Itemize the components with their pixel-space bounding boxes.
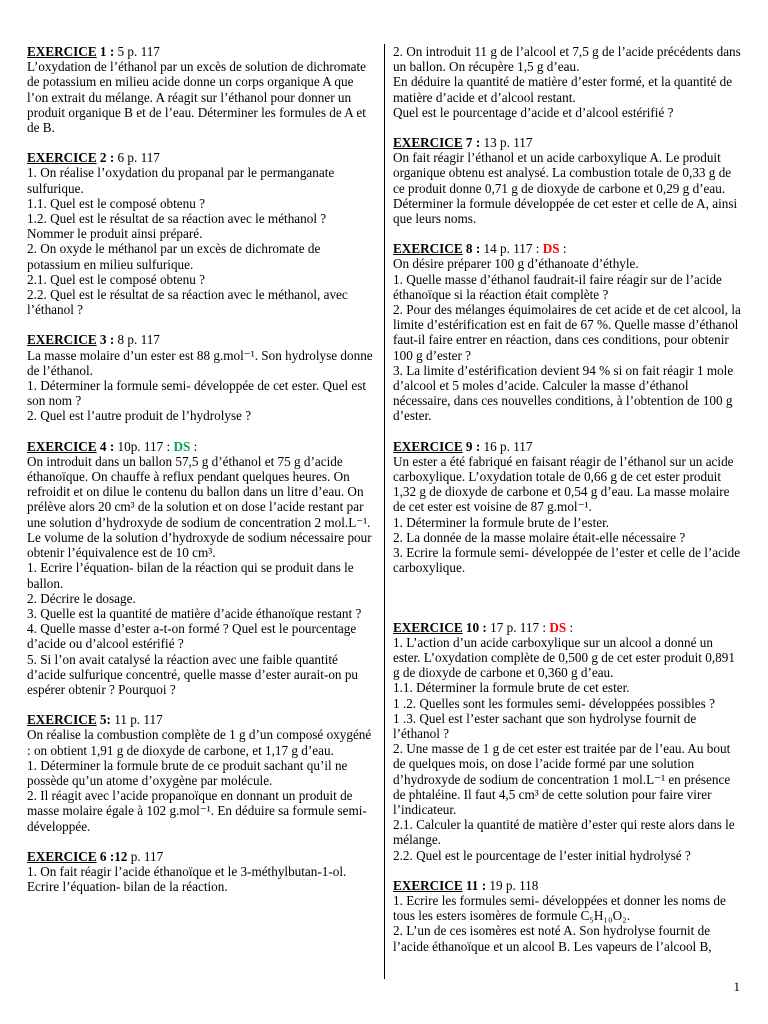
exercise-reference: 6 p. 117 [114, 150, 160, 166]
exercise-block [393, 439, 743, 576]
exercise-text: En déduire la quantité de matière d’ester formé, et la quantité de matière d’acide et d’alcool restant. [393, 74, 733, 105]
exercise-text: 2.2. Quel est le pourcentage de l’ester initial hydrolysé ? [393, 847, 691, 863]
heading-tail: : [190, 438, 198, 454]
exercise-text: 1. Déterminer la formule semi- développée de cet ester. Quel est son nom ? [27, 378, 367, 409]
exercise-label: EXERCICE [27, 438, 97, 454]
exercise-text: 1. Déterminer la formule brute de ce produit sachant qu’il ne possède qu’un atome d’oxygène par molécule. [27, 757, 348, 788]
exercise-reference: 16 p. 117 [480, 438, 533, 454]
exercise-separator: : [106, 44, 115, 59]
exercise-reference: 17 p. 117 : [486, 619, 550, 635]
exercise-separator: : [106, 150, 115, 166]
exercise-text: 5. Si l’on avait catalysé la réaction avec une faible quantité d’acide sulfurique concentré, quelle masse d’ester aurait-on pu espérer obtenir ? Pourquoi ? [27, 651, 359, 697]
exercise-number: 6 [99, 848, 107, 864]
exercise-text: On fait réagir l’éthanol et un acide carboxylique A. Le produit organique obtenu est analysé. La combustion totale de 0,33 g de ce produit donne 0,71 g de dioxyde de carbone et 0,29 g d’eau. [393, 150, 732, 196]
exercise-text: 2.1. Calculer la quantité de matière d’ester qui reste alors dans le mélange. [393, 817, 735, 848]
exercise-reference: 19 p. 118 [486, 877, 539, 893]
ds-badge: DS [542, 241, 560, 257]
exercise-text: 2. On oxyde le méthanol par un excès de dichromate de potassium en milieu sulfurique. [27, 241, 321, 272]
exercise-number: 10 [465, 619, 480, 635]
exercise-heading [27, 44, 374, 59]
exercise-text: 1. Déterminer la formule brute de l’ester. [393, 514, 610, 530]
exercise-text: On désire préparer 100 g d’éthanoate d’éthyle. [393, 256, 639, 272]
exercise-text: 2.2. Quel est le résultat de sa réaction avec le méthanol, avec l’éthanol ? [27, 287, 348, 318]
exercise-block [393, 135, 743, 226]
exercise-text: 1. On réalise l’oxydation du propanal par le permanganate sulfurique. [27, 165, 335, 196]
exercise-number: 11 [465, 877, 479, 893]
exercise-block [27, 150, 374, 317]
exercise-text: La masse molaire d’un ester est 88 g.mol⁻¹. Son hydrolyse donne de l’éthanol. [27, 347, 373, 378]
exercise-text: 3. Ecrire la formule semi- développée de l’ester et celle de l’acide carboxylique. [393, 545, 741, 576]
exercise-reference: 13 p. 117 [480, 135, 533, 151]
exercise-block [393, 878, 743, 954]
exercise-label: EXERCICE [27, 848, 97, 864]
ds-badge: DS [549, 619, 567, 635]
exercise-text: 2. Une masse de 1 g de cet ester est traitée par de l’eau. Au bout de quelques mois, on dose l’acide formé par une solution d’hydroxyde de sodium de concentration 1 mol.L⁻¹ en présence de phtaléine. Il faut 4,5 cm³ de cette solution pour faire virer l’indicateur. [393, 741, 731, 817]
exercise-block [27, 332, 374, 423]
exercise-text: 2. On introduit 11 g de l’alcool et 7,5 g de l’acide précédents dans un ballon. On récupère 1,5 g d’eau. [393, 44, 741, 75]
exercise-number: 8 [465, 241, 473, 257]
exercise-label: EXERCICE [393, 619, 463, 635]
exercise-label: EXERCICE [27, 332, 97, 348]
exercise-text: 3. La limite d’estérification devient 94 % si on fait réagir 1 mole d’alcool et 5 moles d’acide. Calculer la masse d’éthanol nécessaire, dans ces nouvelles conditions, à l’obtention de 100 g d’ester. [393, 362, 734, 424]
exercise-text: On introduit dans un ballon 57,5 g d’éthanol et 75 g d’acide éthanoïque. On chauffe à reflux pendant quelques heures. On refroidit et on dilue le contenu du ballon dans un litre d’eau. On prélève alors 20 cm³ de la solution et on dose l’acide restant par une solution d’hydroxyde de sodium de concentration 2 mol.L⁻¹. Le volume de la solution d’hydroxyde de sodium nécessaire pour obtenir l’équivalence est de 10 cm³. [27, 453, 372, 561]
exercise-text: 1. On fait réagir l’acide éthanoïque et le 3-méthylbutan-1-ol. Ecrire l’équation- bilan de la réaction. [27, 863, 347, 895]
exercise-reference: 10p. 117 : [114, 438, 174, 454]
exercise-number: 4 [99, 438, 107, 454]
exercise-separator: : [106, 712, 111, 728]
exercise-text: 1 .2. Quelles sont les formules semi- développées possibles ? [393, 695, 715, 711]
exercise-heading [393, 439, 743, 454]
exercise-heading [27, 332, 374, 347]
exercise-separator: : [106, 332, 115, 348]
exercise-number: 1 [99, 44, 107, 59]
exercise-text: 1.2. Quel est le résultat de sa réaction avec le méthanol ? Nommer le produit ainsi préparé. [27, 211, 327, 242]
exercise-text: Quel est le pourcentage d’acide et d’alcool estérifié ? [393, 104, 674, 120]
right-column [393, 44, 743, 969]
exercise-label: EXERCICE [393, 135, 463, 151]
exercise-text: 3. Quelle est la quantité de matière d’acide éthanoïque restant ? [27, 605, 362, 621]
exercise-heading [27, 150, 374, 165]
exercise-number: 5 [99, 712, 107, 728]
exercise-block [393, 241, 743, 423]
exercise-text: Un ester a été fabriqué en faisant réagir de l’éthanol sur un acide carboxylique. L’oxydation totale de 0,66 g de cet ester produit 1,32 g de dioxyde de carbone et 0,54 g d’eau. La masse molaire de cet ester est voisine de 87 g.mol⁻¹. [393, 453, 734, 515]
exercise-text: 1. Ecrire l’équation- bilan de la réaction qui se produit dans le ballon. [27, 560, 354, 591]
column-divider [384, 44, 385, 979]
exercise-number: 3 [99, 332, 107, 348]
exercise-heading [393, 135, 743, 150]
exercise-heading [393, 241, 743, 256]
exercise-text: Déterminer la formule développée de cet ester et celle de A, ainsi que leurs noms. [393, 195, 738, 227]
exercise-text: 1. Quelle masse d’éthanol faudrait-il faire réagir sur de l’acide éthanoïque si la réaction était complète ? [393, 271, 722, 302]
exercise-text: L’oxydation de l’éthanol par un excès de solution de dichromate de potassium en milieu acide donne un corps organique A que l’on extrait du mélange. A réagit sur l’éthanol pour donner un produit organique B et de l’eau. Déterminer les formules de A et de B. [27, 59, 366, 136]
ds-badge: DS [173, 438, 191, 454]
exercise-text: 2. Il réagit avec l’acide propanoïque en donnant un produit de masse molaire égale à 102 g.mol⁻¹. En déduire sa formule semi- développée. [27, 788, 367, 834]
exercise-number: 7 [465, 135, 473, 151]
exercise-separator: : [472, 135, 481, 151]
exercise-block [27, 439, 374, 697]
exercise-text: 1. Ecrire les formules semi- développées et donner les noms de tous les esters isomères de formule C₅H₁₀O₂. [393, 892, 726, 924]
exercise-number: 9 [465, 438, 473, 454]
exercise-text: 2. Quel est l’autre produit de l’hydrolyse ? [27, 408, 252, 424]
exercise-label: EXERCICE [393, 438, 463, 454]
exercise-block [393, 620, 743, 863]
heading-tail: : [566, 619, 574, 635]
exercise-label: EXERCICE [27, 150, 97, 166]
exercise-text: 2. Pour des mélanges équimolaires de cet acide et de cet alcool, la limite d’estérification est en fait de 67 %. Quelle masse d’éthanol faut-il faire entrer en réaction, dans ces conditions, pour obtenir 100 g d’ester ? [393, 302, 741, 363]
exercise-block [27, 44, 374, 135]
page-number: 1 [733, 979, 740, 994]
exercise-reference: 14 p. 117 : [480, 241, 543, 257]
exercise-reference: p. 117 [127, 848, 164, 864]
exercise-reference: 8 p. 117 [114, 332, 160, 348]
exercise-label: EXERCICE [393, 877, 463, 893]
exercise-heading [27, 849, 374, 864]
exercise-number: 2 [99, 150, 107, 166]
exercise-text: 1.1. Déterminer la formule brute de cet ester. [393, 680, 630, 696]
exercise-label: EXERCICE [27, 712, 97, 728]
exercise-text: On réalise la combustion complète de 1 g d’un composé oxygéné : on obtient 1,91 g de dioxyde de carbone, et 1,17 g d’eau. [27, 727, 372, 758]
exercise-text: 4. Quelle masse d’ester a-t-on formé ? Quel est le pourcentage d’acide ou d’alcool estérifié ? [27, 621, 357, 652]
exercise-text: 2. L’un de ces isomères est noté A. Son hydrolyse fournit de l’acide éthanoïque et un alcool B. Les vapeurs de l’alcool B, [393, 923, 712, 954]
exercise-block [393, 44, 743, 120]
exercise-text: 2.1. Quel est le composé obtenu ? [27, 271, 205, 287]
exercise-separator: : [479, 619, 487, 635]
exercise-block [27, 712, 374, 834]
exercise-reference: 5 p. 117 [114, 44, 160, 59]
exercise-heading [27, 712, 374, 727]
exercise-text: 1.1. Quel est le composé obtenu ? [27, 195, 205, 211]
exercise-label: EXERCICE [27, 44, 97, 59]
exercise-separator: :12 [106, 848, 128, 864]
exercise-separator: : [472, 438, 481, 454]
exercise-separator: : [478, 877, 487, 893]
exercise-text: 2. La donnée de la masse molaire était-elle nécessaire ? [393, 529, 686, 545]
heading-tail: : [559, 241, 567, 257]
exercise-separator: : [472, 241, 481, 257]
exercise-heading [393, 620, 743, 635]
exercise-heading [27, 439, 374, 454]
exercise-block [27, 849, 374, 895]
exercise-heading [393, 878, 743, 893]
exercise-text: 1. L’action d’un acide carboxylique sur un alcool a donné un ester. L’oxydation complète de 0,500 g de cet ester produit 0,891 g de dioxyde de carbone et 0,360 g d’eau. [393, 634, 735, 681]
exercise-reference: 11 p. 117 [110, 712, 163, 728]
exercise-label: EXERCICE [393, 241, 463, 257]
exercise-separator: : [106, 438, 115, 454]
exercise-text: 1 .3. Quel est l’ester sachant que son hydrolyse fournit de l’éthanol ? [393, 710, 697, 741]
left-column [27, 44, 374, 909]
exercise-text: 2. Décrire le dosage. [27, 590, 136, 606]
